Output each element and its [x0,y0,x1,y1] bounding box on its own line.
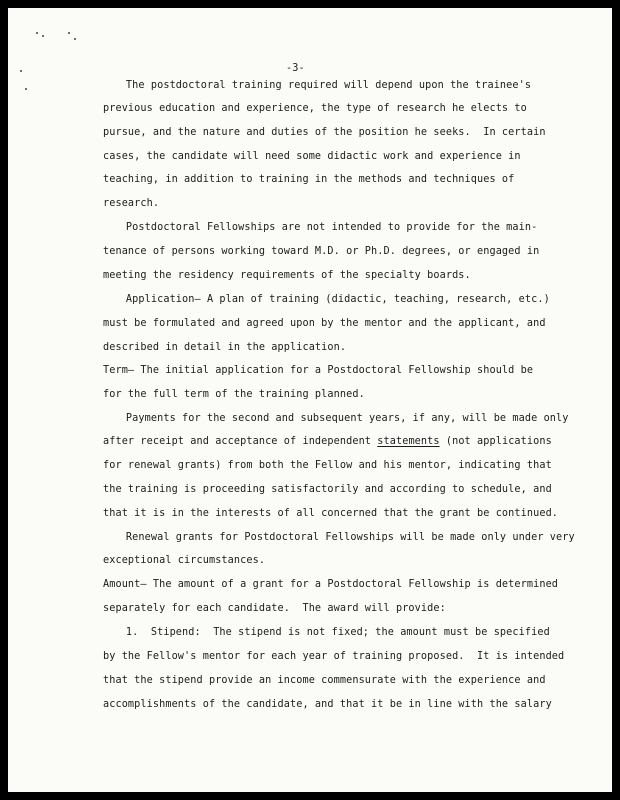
page-number: -3- [286,63,305,74]
text-line: meeting the residency requirements of the specialty boards. [103,270,471,281]
text-segment: after receipt and acceptance of independent [103,436,378,447]
text-line: 1. Stipend: The stipend is not fixed; the amount must be specified [101,627,550,638]
text-line: for renewal grants) from both the Fellow and his mentor, indicating that [103,460,552,471]
text-line: accomplishments of the candidate, and that it be in line with the salary [103,699,552,710]
text-line: Payments for the second and subsequent years, if any, will be made only [101,413,569,424]
text-line: tenance of persons working toward M.D. or Ph.D. degrees, or engaged in [103,246,540,257]
text-line: for the full term of the training planned. [103,389,365,400]
text-line: Amount— The amount of a grant for a Postdoctoral Fellowship is determined [103,579,559,590]
text-line: described in detail in the application. [103,342,347,353]
text-segment: (not applications [439,436,552,447]
text-line: must be formulated and agreed upon by the mentor and the applicant, and [103,318,546,329]
text-line: pursue, and the nature and duties of the position he seeks. In certain [103,127,546,138]
text-line: Term— The initial application for a Postdoctoral Fellowship should be [103,365,534,376]
text-line: Application— A plan of training (didactic, teaching, research, etc.) [101,294,550,305]
document-page [8,8,612,792]
text-line: previous education and experience, the type of research he elects to [103,103,527,114]
text-line: exceptional circumstances. [103,555,266,566]
text-line: by the Fellow's mentor for each year of training proposed. It is intended [103,651,565,662]
text-line: Postdoctoral Fellowships are not intended to provide for the main- [101,222,538,233]
text-line: teaching, in addition to training in the methods and techniques of [103,174,515,185]
document-body [8,8,612,792]
text-line: the training is proceeding satisfactorily and according to schedule, and [103,484,552,495]
text-line: that it is in the interests of all concerned that the grant be continued. [103,508,559,519]
text-line: cases, the candidate will need some didactic work and experience in [103,151,521,162]
text-line: research. [103,198,160,209]
text-line: Renewal grants for Postdoctoral Fellowships will be made only under very [101,532,575,543]
text-line: The postdoctoral training required will depend upon the trainee's [101,80,532,91]
text-line [103,435,552,448]
text-line: that the stipend provide an income commensurate with the experience and [103,675,546,686]
text-line: separately for each candidate. The award will provide: [103,603,446,614]
underlined-word: statements [377,436,440,447]
